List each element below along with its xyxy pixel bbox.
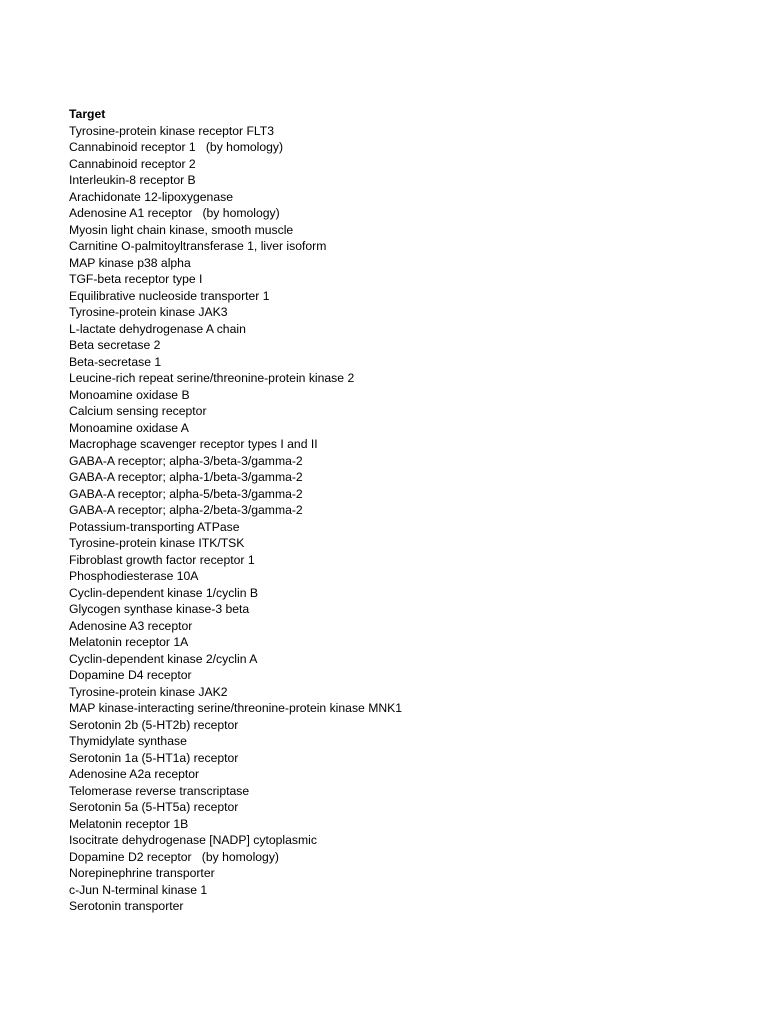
list-item: Potassium-transporting ATPase bbox=[69, 519, 240, 534]
list-item: Fibroblast growth factor receptor 1 bbox=[69, 552, 255, 567]
list-item: MAP kinase p38 alpha bbox=[69, 255, 191, 270]
list-item: GABA-A receptor; alpha-1/beta-3/gamma-2 bbox=[69, 470, 303, 484]
list-item: Cannabinoid receptor 1 (by homology) bbox=[69, 140, 284, 154]
list-item: Beta-secretase 1 bbox=[69, 354, 162, 369]
list-item: Cannabinoid receptor 2 bbox=[69, 156, 196, 171]
list-item: Beta secretase 2 bbox=[69, 338, 161, 352]
list-item: Arachidonate 12-lipoxygenase bbox=[69, 189, 233, 204]
list-item: GABA-A receptor; alpha-3/beta-3/gamma-2 bbox=[69, 453, 303, 468]
list-item: Monoamine oxidase A bbox=[69, 420, 189, 435]
list-item: Tyrosine-protein kinase JAK3 bbox=[69, 305, 228, 319]
list-item: c-Jun N-terminal kinase 1 bbox=[69, 882, 208, 897]
list-item: Thymidylate synthase bbox=[69, 734, 187, 748]
list-item: Cyclin-dependent kinase 2/cyclin A bbox=[69, 651, 258, 666]
list-item: Serotonin 5a (5-HT5a) receptor bbox=[69, 800, 239, 814]
list-item: Monoamine oxidase B bbox=[69, 387, 190, 402]
list-item: Melatonin receptor 1B bbox=[69, 816, 189, 831]
list-item: Myosin light chain kinase, smooth muscle bbox=[69, 222, 294, 237]
list-item: Adenosine A1 receptor (by homology) bbox=[69, 206, 280, 220]
list-item: Tyrosine-protein kinase ITK/TSK bbox=[69, 536, 245, 550]
list-item: Phosphodiesterase 10A bbox=[69, 569, 199, 583]
list-item: Melatonin receptor 1A bbox=[69, 635, 189, 649]
list-item: Tyrosine-protein kinase JAK2 bbox=[69, 684, 228, 699]
list-item: Serotonin 2b (5-HT2b) receptor bbox=[69, 717, 239, 732]
list-item: GABA-A receptor; alpha-5/beta-3/gamma-2 bbox=[69, 486, 303, 501]
list-item: Glycogen synthase kinase-3 beta bbox=[69, 602, 250, 616]
list-item: Telomerase reverse transcriptase bbox=[69, 783, 250, 798]
list-item: Dopamine D4 receptor bbox=[69, 668, 192, 682]
list-item: Macrophage scavenger receptor types I and II bbox=[69, 437, 318, 451]
list-item: L-lactate dehydrogenase A chain bbox=[69, 321, 246, 336]
list-item: Cyclin-dependent kinase 1/cyclin B bbox=[69, 585, 259, 600]
list-item: Adenosine A2a receptor bbox=[69, 767, 200, 781]
list-item: Equilibrative nucleoside transporter 1 bbox=[69, 288, 270, 303]
list-item: GABA-A receptor; alpha-2/beta-3/gamma-2 bbox=[69, 503, 303, 517]
list-item: Adenosine A3 receptor bbox=[69, 618, 193, 633]
list-item: Dopamine D2 receptor (by homology) bbox=[69, 849, 279, 864]
list-item: Tyrosine-protein kinase receptor FLT3 bbox=[69, 123, 275, 138]
list-item: MAP kinase-interacting serine/threonine-protein kinase MNK1 bbox=[69, 701, 403, 715]
list-item: Interleukin-8 receptor B bbox=[69, 173, 196, 187]
target-list bbox=[69, 106, 402, 915]
list-item: Serotonin 1a (5-HT1a) receptor bbox=[69, 750, 239, 765]
column-header-target: Target bbox=[69, 107, 106, 121]
list-item: TGF-beta receptor type I bbox=[69, 272, 203, 286]
list-item: Serotonin transporter bbox=[69, 899, 184, 913]
list-item: Isocitrate dehydrogenase [NADP] cytoplasmic bbox=[69, 833, 317, 847]
list-item: Leucine-rich repeat serine/threonine-protein kinase 2 bbox=[69, 371, 355, 385]
list-item: Calcium sensing receptor bbox=[69, 404, 207, 418]
list-item: Carnitine O-palmitoyltransferase 1, liver isoform bbox=[69, 239, 327, 253]
list-item: Norepinephrine transporter bbox=[69, 866, 215, 880]
